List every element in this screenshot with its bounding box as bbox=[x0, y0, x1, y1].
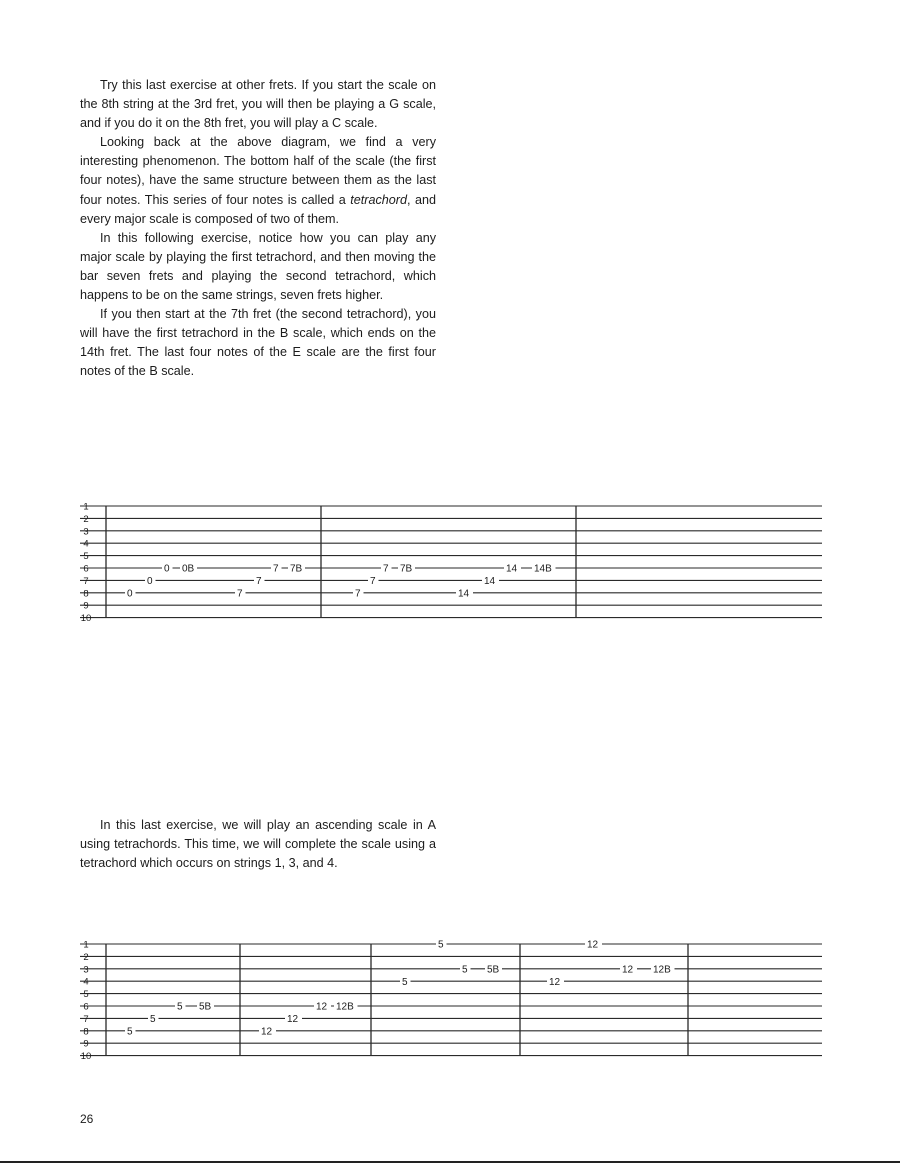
fret-number: 14 bbox=[458, 588, 470, 600]
fret-number: 7 bbox=[370, 576, 376, 587]
string-number: 1 bbox=[83, 501, 89, 513]
string-number: 4 bbox=[83, 976, 89, 988]
paragraph bbox=[80, 133, 436, 228]
tablature-1 bbox=[0, 498, 900, 643]
string-number: 3 bbox=[83, 964, 89, 976]
fret-number: 12 bbox=[261, 1026, 273, 1038]
fret-number: 5 bbox=[177, 1001, 183, 1013]
fret-number: 12 bbox=[622, 964, 634, 976]
string-number: 8 bbox=[83, 1026, 89, 1038]
emphasis: tetrachord bbox=[350, 192, 407, 207]
tablature-2 bbox=[0, 936, 900, 1081]
paragraph bbox=[80, 76, 436, 133]
fret-number: 12 bbox=[316, 1001, 328, 1013]
string-number: 2 bbox=[83, 513, 89, 525]
fret-number: 5 bbox=[150, 1014, 156, 1025]
fret-number: 5 bbox=[438, 939, 444, 951]
text-run: Looking back at the above diagram, we find a very interesting phenomenon. The bottom half of the scale (the first four notes), have the same structure between them as the last four notes. This series of four notes is called a bbox=[80, 135, 436, 207]
string-number: 5 bbox=[83, 989, 89, 1001]
fret-number: 7B bbox=[400, 563, 413, 575]
string-number: 8 bbox=[83, 588, 89, 600]
string-number: 6 bbox=[83, 1001, 89, 1013]
paragraph bbox=[80, 229, 436, 305]
string-number: 10 bbox=[80, 613, 92, 625]
fret-number: 7 bbox=[355, 588, 361, 600]
string-number: 2 bbox=[83, 951, 89, 963]
string-number: 1 bbox=[83, 939, 89, 951]
fret-number: 7 bbox=[383, 563, 389, 575]
paragraph bbox=[80, 816, 436, 873]
fret-number: 12B bbox=[653, 964, 671, 976]
fret-number: 14B bbox=[534, 563, 552, 575]
string-number: 10 bbox=[80, 1051, 92, 1063]
fret-number: 7B bbox=[290, 563, 303, 575]
text-run: , and every major scale is composed of two of them. bbox=[80, 192, 437, 226]
string-number: 4 bbox=[83, 538, 89, 550]
string-number: 6 bbox=[83, 563, 89, 575]
fret-number: 5 bbox=[462, 964, 468, 976]
string-number: 7 bbox=[83, 1013, 89, 1025]
string-number: 9 bbox=[83, 600, 89, 612]
fret-number: 12 bbox=[587, 939, 599, 951]
page-bottom-rule bbox=[0, 1161, 900, 1163]
intro-text bbox=[80, 76, 436, 382]
fret-number: 0B bbox=[182, 563, 195, 575]
fret-number: 0 bbox=[127, 588, 133, 600]
paragraph bbox=[80, 305, 436, 381]
fret-number: 5 bbox=[127, 1026, 133, 1038]
fret-number: 0 bbox=[147, 576, 153, 587]
text-run: In this last exercise, we will play an ascending scale in A using tetrachords. This time, we will complete the scale using a tetrachord which occurs on strings 1, 3, and 4. bbox=[80, 818, 436, 871]
text-run: In this following exercise, notice how you can play any major scale by playing the first tetrachord, and then moving the bar seven frets and playing the second tetrachord, which happens to be on the same strings, seven frets higher. bbox=[80, 230, 436, 303]
fret-number: 7 bbox=[237, 588, 243, 600]
text-run: Try this last exercise at other frets. If you start the scale on the 8th string at the 3rd fret, you will then be playing a G scale, and if you do it on the 8th fret, you will play a C scale. bbox=[80, 78, 436, 131]
string-number: 7 bbox=[83, 575, 89, 587]
fret-number: 14 bbox=[506, 563, 518, 575]
fret-number: 7 bbox=[256, 576, 262, 587]
text-run: If you then start at the 7th fret (the second tetrachord), you will have the first tetrachord in the B scale, which ends on the 14th fret. The last four notes of the E scale are the first four notes of the B scale. bbox=[80, 307, 436, 379]
outro-text bbox=[80, 816, 436, 873]
fret-number: 5B bbox=[199, 1001, 212, 1013]
fret-number: 12 bbox=[287, 1014, 299, 1025]
string-number: 5 bbox=[83, 551, 89, 563]
fret-number: 7 bbox=[273, 563, 279, 575]
fret-number: 5 bbox=[402, 976, 408, 988]
page-number: 26 bbox=[80, 1112, 94, 1126]
fret-number: 12B bbox=[336, 1001, 354, 1013]
fret-number: 14 bbox=[484, 576, 496, 587]
string-number: 9 bbox=[83, 1038, 89, 1050]
fret-number: 0 bbox=[164, 563, 170, 575]
fret-number: 5B bbox=[487, 964, 500, 976]
string-number: 3 bbox=[83, 526, 89, 538]
fret-number: 12 bbox=[549, 976, 561, 988]
